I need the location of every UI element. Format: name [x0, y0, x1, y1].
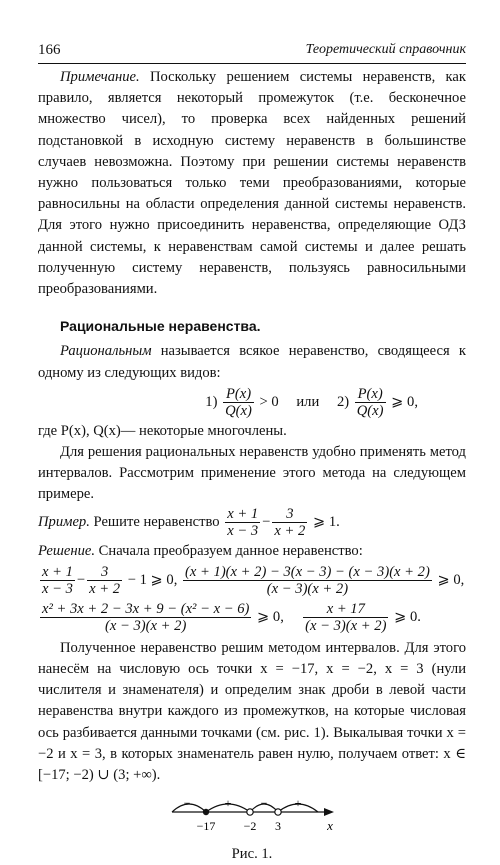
page-header — [38, 40, 466, 62]
solution-text: Сначала преобразуем данное неравенство: — [95, 542, 363, 559]
example-num-2: 3 — [272, 506, 307, 523]
where-paragraph: где P(x), Q(x)— некоторые многочлены. — [38, 422, 287, 439]
figure-caption: Рис. 1. — [231, 846, 273, 863]
page-number: 166 — [38, 42, 61, 58]
eq2-fraction-a — [40, 601, 251, 634]
form2-label: 2) — [336, 393, 350, 410]
eq2-den-b: (x − 3)(x + 2) — [305, 617, 387, 634]
page-content — [38, 67, 466, 865]
sign-2: + — [224, 796, 232, 811]
form2-fraction — [355, 386, 386, 419]
method-paragraph: Для решения рациональных неравенств удобно применять метод интервалов. Рассмотрим применение этого метода на следующем примере. — [38, 444, 466, 503]
eq2-relation-2: ⩾ 0. — [394, 608, 421, 625]
eq1-fraction-b — [87, 564, 122, 597]
eq1-den-c: (x − 3)(x + 2) — [266, 580, 349, 597]
sign-3: − — [260, 796, 268, 811]
sign-4: + — [294, 796, 302, 811]
solution-paragraph — [38, 541, 466, 562]
eq1-tail: − 1 ⩾ 0, — [127, 571, 178, 588]
axis-label: x — [327, 818, 333, 834]
point-label-2: −2 — [243, 819, 257, 834]
eq2-relation-1: ⩾ 0, — [257, 608, 284, 625]
example-minus: − — [262, 513, 271, 530]
point-open-2 — [275, 809, 281, 815]
form2-relation: ⩾ 0, — [391, 393, 418, 410]
eq2-num-a: x² + 3x + 2 − 3x + 9 − (x² − x − 6) — [42, 600, 250, 617]
form1-numerator: P(x) — [223, 386, 254, 403]
axis-arrow — [324, 808, 334, 816]
eq1-num-b: 3 — [87, 564, 122, 581]
eq1-num-c: (x + 1)(x + 2) − 3(x − 3) − (x − 3)(x + 2) — [185, 563, 430, 580]
form2-numerator: P(x) — [355, 386, 386, 403]
form1-fraction — [223, 386, 254, 419]
form1-relation: > 0 — [259, 393, 279, 410]
eq1-relation: ⩾ 0, — [437, 571, 465, 588]
example-den-2: x + 2 — [274, 522, 306, 539]
eq2-den-a: (x − 3)(x + 2) — [105, 617, 187, 634]
example-relation: ⩾ 1. — [312, 513, 340, 530]
definition-text: называется всякое неравенство, сводящееся к одному из следующих видов: — [38, 343, 466, 381]
eq1-fraction-a — [40, 564, 75, 597]
eq1-den-a: x − 3 — [42, 580, 73, 597]
example-num-1: x + 1 — [227, 505, 259, 522]
conclusion-paragraph: Полученное неравенство решим методом интервалов. Для этого нанесём на числовую ось точки x = −17, x = −2, x = 3 (нули числителя и знаменателя) и определим знак дроби в левой части неравенства внутри каждого из промежутков, на которые числовая ось разбивается данными точками (см. рис. 1). Выкалывая точки x = −2 и x = 3, в которых знаменатель равен нулю, получаем ответ: x ∈ [−17; −2) ∪ (3; +∞). — [38, 639, 466, 784]
forms-line — [38, 386, 466, 419]
point-label-1: −17 — [196, 819, 216, 834]
eq1-den-b: x + 2 — [89, 580, 121, 597]
example-paragraph — [38, 506, 466, 539]
figure-number-line — [38, 786, 466, 844]
example-lead: Пример. — [38, 513, 90, 530]
equation-2 — [38, 601, 466, 634]
forms-or: или — [296, 393, 320, 410]
example-text: Решите неравенство — [89, 513, 220, 530]
note-lead: Примечание. — [60, 69, 140, 85]
point-label-3: 3 — [275, 819, 281, 834]
number-line-graphic — [168, 788, 338, 844]
example-fraction-1 — [225, 506, 260, 539]
form1-denominator: Q(x) — [225, 402, 252, 419]
sign-1: − — [183, 796, 191, 811]
solution-lead: Решение. — [38, 542, 96, 559]
form2-denominator: Q(x) — [356, 402, 384, 419]
form1-label: 1) — [205, 393, 218, 410]
point-filled — [203, 809, 209, 815]
note-paragraph — [38, 67, 466, 300]
definition-term: Рациональным — [60, 343, 152, 360]
section-title: Рациональные неравенства. — [60, 318, 261, 335]
example-den-1: x − 3 — [227, 522, 259, 539]
eq1-fraction-c — [183, 564, 432, 597]
eq2-num-b: x + 17 — [303, 601, 388, 618]
equation-1 — [38, 564, 466, 597]
eq1-minus: − — [76, 571, 86, 588]
header-rule — [38, 63, 466, 64]
note-text: Поскольку решением системы неравенств, как правило, является некоторый промежуток (т.е. бесконечное множество чисел), то проверка всех найденных решений подстановкой в исходную систему неравенств в большинстве случаев невозможна. Поэтому при решении системы неравенств нужно пользоваться только теми преобразованиями, которые равносильны на области определения данной системы неравенств. Для этого нужно присоединить неравенства, определяющие ОДЗ данной системы, к неравенствам самой системы и далее решать полученную систему неравенств, пользуясь равносильными преобразованиями. — [38, 69, 466, 298]
running-title: Теоретический справочник — [305, 42, 466, 57]
eq2-fraction-b — [303, 601, 388, 634]
eq1-num-a: x + 1 — [42, 563, 73, 580]
example-fraction-2 — [272, 506, 307, 539]
point-open-1 — [247, 809, 253, 815]
definition-paragraph — [38, 341, 466, 383]
